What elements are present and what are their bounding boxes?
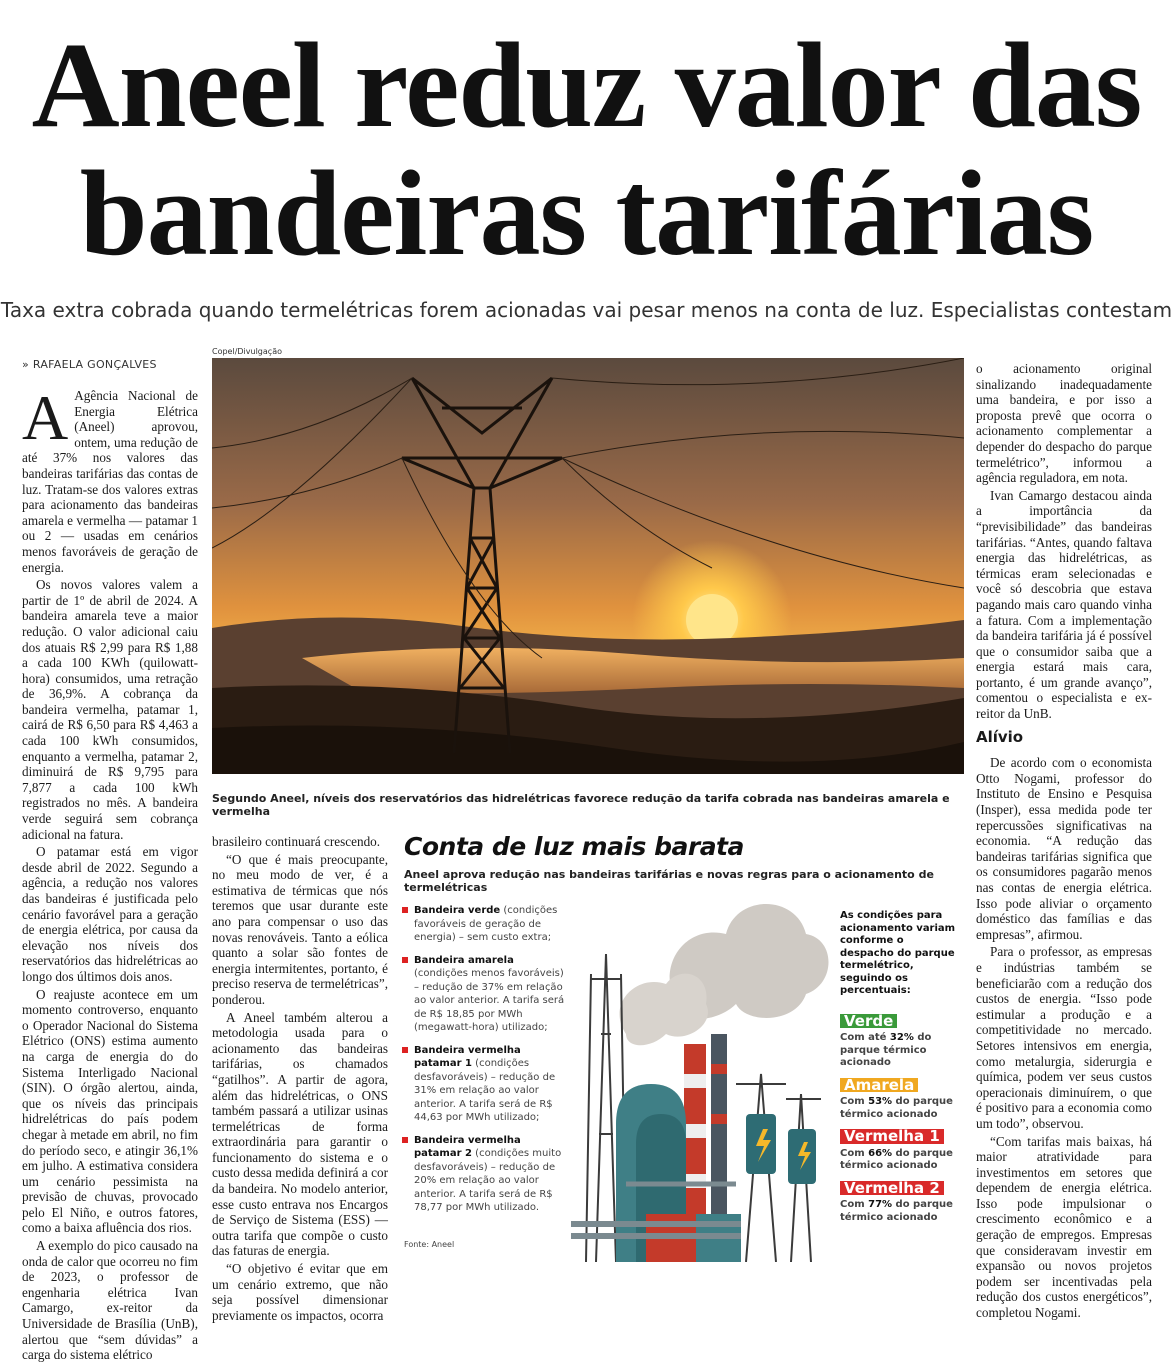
section-heading: Alívio bbox=[976, 727, 1024, 746]
power-plant-icon bbox=[566, 884, 836, 1262]
paragraph: “O que é mais preocupante, no meu modo de ver, é a estimativa de térmicas que nós teremos que usar durante este ano para compensar o uso das novas renováveis. Tanto a eólica quanto a solar são fontes de energia intermitentes, portanto, é preciso reserva de termelétricas”, ponderou. bbox=[212, 851, 388, 1007]
level-badge-amarela: Amarela bbox=[840, 1078, 918, 1093]
flag-list bbox=[402, 904, 570, 1224]
paragraph: A Aneel também alterou a metodologia usada para o acionamento das bandeiras tarifárias, os chamados “gatilhos”. A partir de agora, além das hidrelétricas, o ONS também passará a utilizar usinas termelétricas de forma extraordinária para garantir o funcionamento do sistema e o custo dessa medida definirá a cor da bandeira. No modelo anterior, esse custo entrava nos Encargos de Serviço de Sistema (ESS) — outra tarifa que compõe o custo das faturas de energia. bbox=[212, 1009, 388, 1259]
photo-image bbox=[212, 358, 964, 774]
level-percentage: Com até 32% do parque térmico acionado bbox=[840, 1032, 932, 1068]
power-plant-illustration bbox=[566, 884, 836, 1262]
drop-cap: A bbox=[22, 382, 69, 453]
level-badge-verde: Verde bbox=[840, 1014, 897, 1029]
level-percentage: Com 66% do parque térmico acionado bbox=[840, 1147, 953, 1171]
paragraph: O patamar está em vigor desde abril de 2022. Segundo a agência, a redução nos valores das bandeiras é justificada pelo cenário favorável para a geração de energia elétrica, por causa da elevação nos níveis dos reservatórios das hidrelétricas ao longo dos últimos dois anos. bbox=[22, 844, 198, 984]
flag-item: Bandeira vermelha patamar 1 (condições desfavoráveis) – redução de 31% em relação ao valor anterior. A tarifa será de R$ 44,63 por MWh utilizado; bbox=[402, 1044, 570, 1125]
photo-transmission-tower-sunset bbox=[212, 358, 964, 774]
conditions-panel bbox=[840, 910, 960, 1232]
paragraph: o acionamento original sinalizando inadequadamente uma bandeira, e por isso a proposta prevê que ocorra o acionamento complementar a depender do despacho do parque termelétrico”, informou a agência reguladora, em nota. bbox=[976, 361, 1152, 486]
level-badge-vermelha-2: Vermelha 2 bbox=[840, 1181, 944, 1196]
article-column-2 bbox=[212, 834, 388, 1325]
paragraph: Ivan Camargo destacou ainda a importância da “previsibilidade” das bandeiras tarifárias. “Antes, quando faltava energia das hidrelétricas, as térmicas eram selecionadas e você só descobria que estava pagando mais caro quando vinha a fatura. Com a implementação da bandeira tarifária já é possível que o consumidor saiba que a energia estará mais cara, portanto, é um grande avanço”, comentou o especialista e ex-reitor da UnB. bbox=[976, 487, 1152, 722]
paragraph: brasileiro continuará crescendo. bbox=[212, 834, 381, 849]
article-column-4 bbox=[976, 361, 1152, 1323]
paragraph: A Agência Nacional de Energia Elétrica (Aneel) aprovou, ontem, uma redução de até 37% nos valores das bandeiras tarifárias das contas de luz. Tratam-se dos valores extras para acionamento das bandeiras amarela e vermelha — patamar 1 ou 2 — usadas em cenários menos favoráveis de geração de energia. bbox=[22, 382, 198, 575]
infographic-title: Conta de luz mais barata bbox=[404, 832, 744, 861]
level-percentage: Com 77% do parque térmico acionado bbox=[840, 1199, 953, 1223]
paragraph: “O objetivo é evitar que em um cenário extremo, que não seja possível dimensionar previamente os impactos, ocorra bbox=[212, 1261, 388, 1323]
photo-caption: Segundo Aneel, níveis dos reservatórios das hidrelétricas favorece redução da tarifa cobrada nas bandeiras amarela e vermelha bbox=[212, 792, 950, 818]
paragraph: O reajuste acontece em um momento controverso, enquanto o Operador Nacional do Sistema Elétrico (ONS) estima aumento na carga de energia do do Sistema Interligado Nacional (SIN). O órgão alertou, ainda, que os níveis das principais hidrelétricas do país podem chegar à metade em abril, no fim do período seco, e atingir 36,1% em julho. A estimativa considera um cenário pessimista na previsão de chuvas, provocado pelo El Niño, e outros fatores, como a baixa afluência dos rios. bbox=[22, 986, 198, 1236]
article-column-1 bbox=[22, 382, 198, 1365]
paragraph: Os novos valores valem a partir de 1º de abril de 2024. A bandeira amarela teve a maior redução. O valor adicional caiu dos atuais R$ 2,99 para R$ 1,88 a cada 100 KWh (quilowatt-hora) consumidos, uma retração de 36,9%. A cobrança da bandeira vermelha, patamar 1, cairá de R$ 6,50 para R$ 4,463 a cada 100 kWh consumidos, enquanto a vermelha, patamar 2, diminuirá de R$ 9,795 para 7,877 a cada 100 kWh registrados no mês. A bandeira verde seguirá sem cobrança adicional na fatura. bbox=[22, 577, 198, 842]
subtitle: Taxa extra cobrada quando termelétricas forem acionadas vai pesar menos na conta de luz. Especialistas contestam bbox=[0, 298, 1173, 322]
paragraph: De acordo com o economista Otto Nogami, professor do Instituto de Ensino e Pesquisa (Insper), essa medida pode ter repercussões significativas na economia. “A redução das bandeiras tarifárias significa que os consumidores pagarão menos nas contas de energia elétrica. Isso pode aliviar o orçamento doméstico das famílias e das empresas”, afirmou. bbox=[976, 755, 1152, 942]
infographic bbox=[398, 832, 964, 1262]
level-badge-vermelha-1: Vermelha 1 bbox=[840, 1129, 944, 1144]
headline: Aneel reduz valor das bandeiras tarifárias bbox=[31, 18, 1142, 281]
paragraph: A exemplo do pico causado na onda de calor que ocorreu no fim de 2023, o professor de engenharia elétrica Ivan Camargo, ex-reitor da Universidade de Brasília (UnB), alertou que “sem dúvidas” a carga do sistema elétrico bbox=[22, 1238, 198, 1363]
infographic-source: Fonte: Aneel bbox=[404, 1240, 455, 1249]
paragraph: “Com tarifas mais baixas, há maior atratividade para investimentos em setores que dependem de energia elétrica. Isso pode impulsionar o crescimento econômico e a geração de empregos. Empresas que consideravam investir em expansão ou novos projetos podem ser incentivadas pela redução dos custos energéticos”, completou Nogami. bbox=[976, 1133, 1152, 1321]
infographic-subtitle: Aneel aprova redução nas bandeiras tarifárias e novas regras para o acionamento de termelétricas bbox=[404, 868, 934, 894]
byline: » RAFAELA GONÇALVES bbox=[22, 358, 157, 371]
flag-item: Bandeira vermelha patamar 2 (condições muito desfavoráveis) – redução de 20% em relação ao valor anterior. A tarifa será de R$ 78,77 por MWh utilizado. bbox=[402, 1134, 570, 1215]
conditions-intro: As condições para acionamento variam conforme o despacho do parque termelétrico, seguindo os percentuais: bbox=[840, 910, 956, 996]
level-percentage: Com 53% do parque térmico acionado bbox=[840, 1096, 953, 1120]
flag-item: Bandeira verde (condições favoráveis de geração de energia) – sem custo extra; bbox=[402, 904, 570, 945]
photo-credit: Copel/Divulgação bbox=[212, 347, 282, 356]
paragraph: Para o professor, as empresas e indústrias também se beneficiarão com a redução dos custos de energia. “Isso pode estimular a produção e a competitividade no mercado. Setores intensivos em energia, como metalurgia, siderurgia e química, podem ver seus custos operacionais diminuírem, o que é positivo para a economia como um todo”, observou. bbox=[976, 944, 1152, 1131]
flag-item: Bandeira amarela (condições menos favoráveis) – redução de 37% em relação ao valor anterior. A tarifa será de R$ 18,85 por MWh (megawatt-hora) utilizado; bbox=[402, 954, 570, 1035]
